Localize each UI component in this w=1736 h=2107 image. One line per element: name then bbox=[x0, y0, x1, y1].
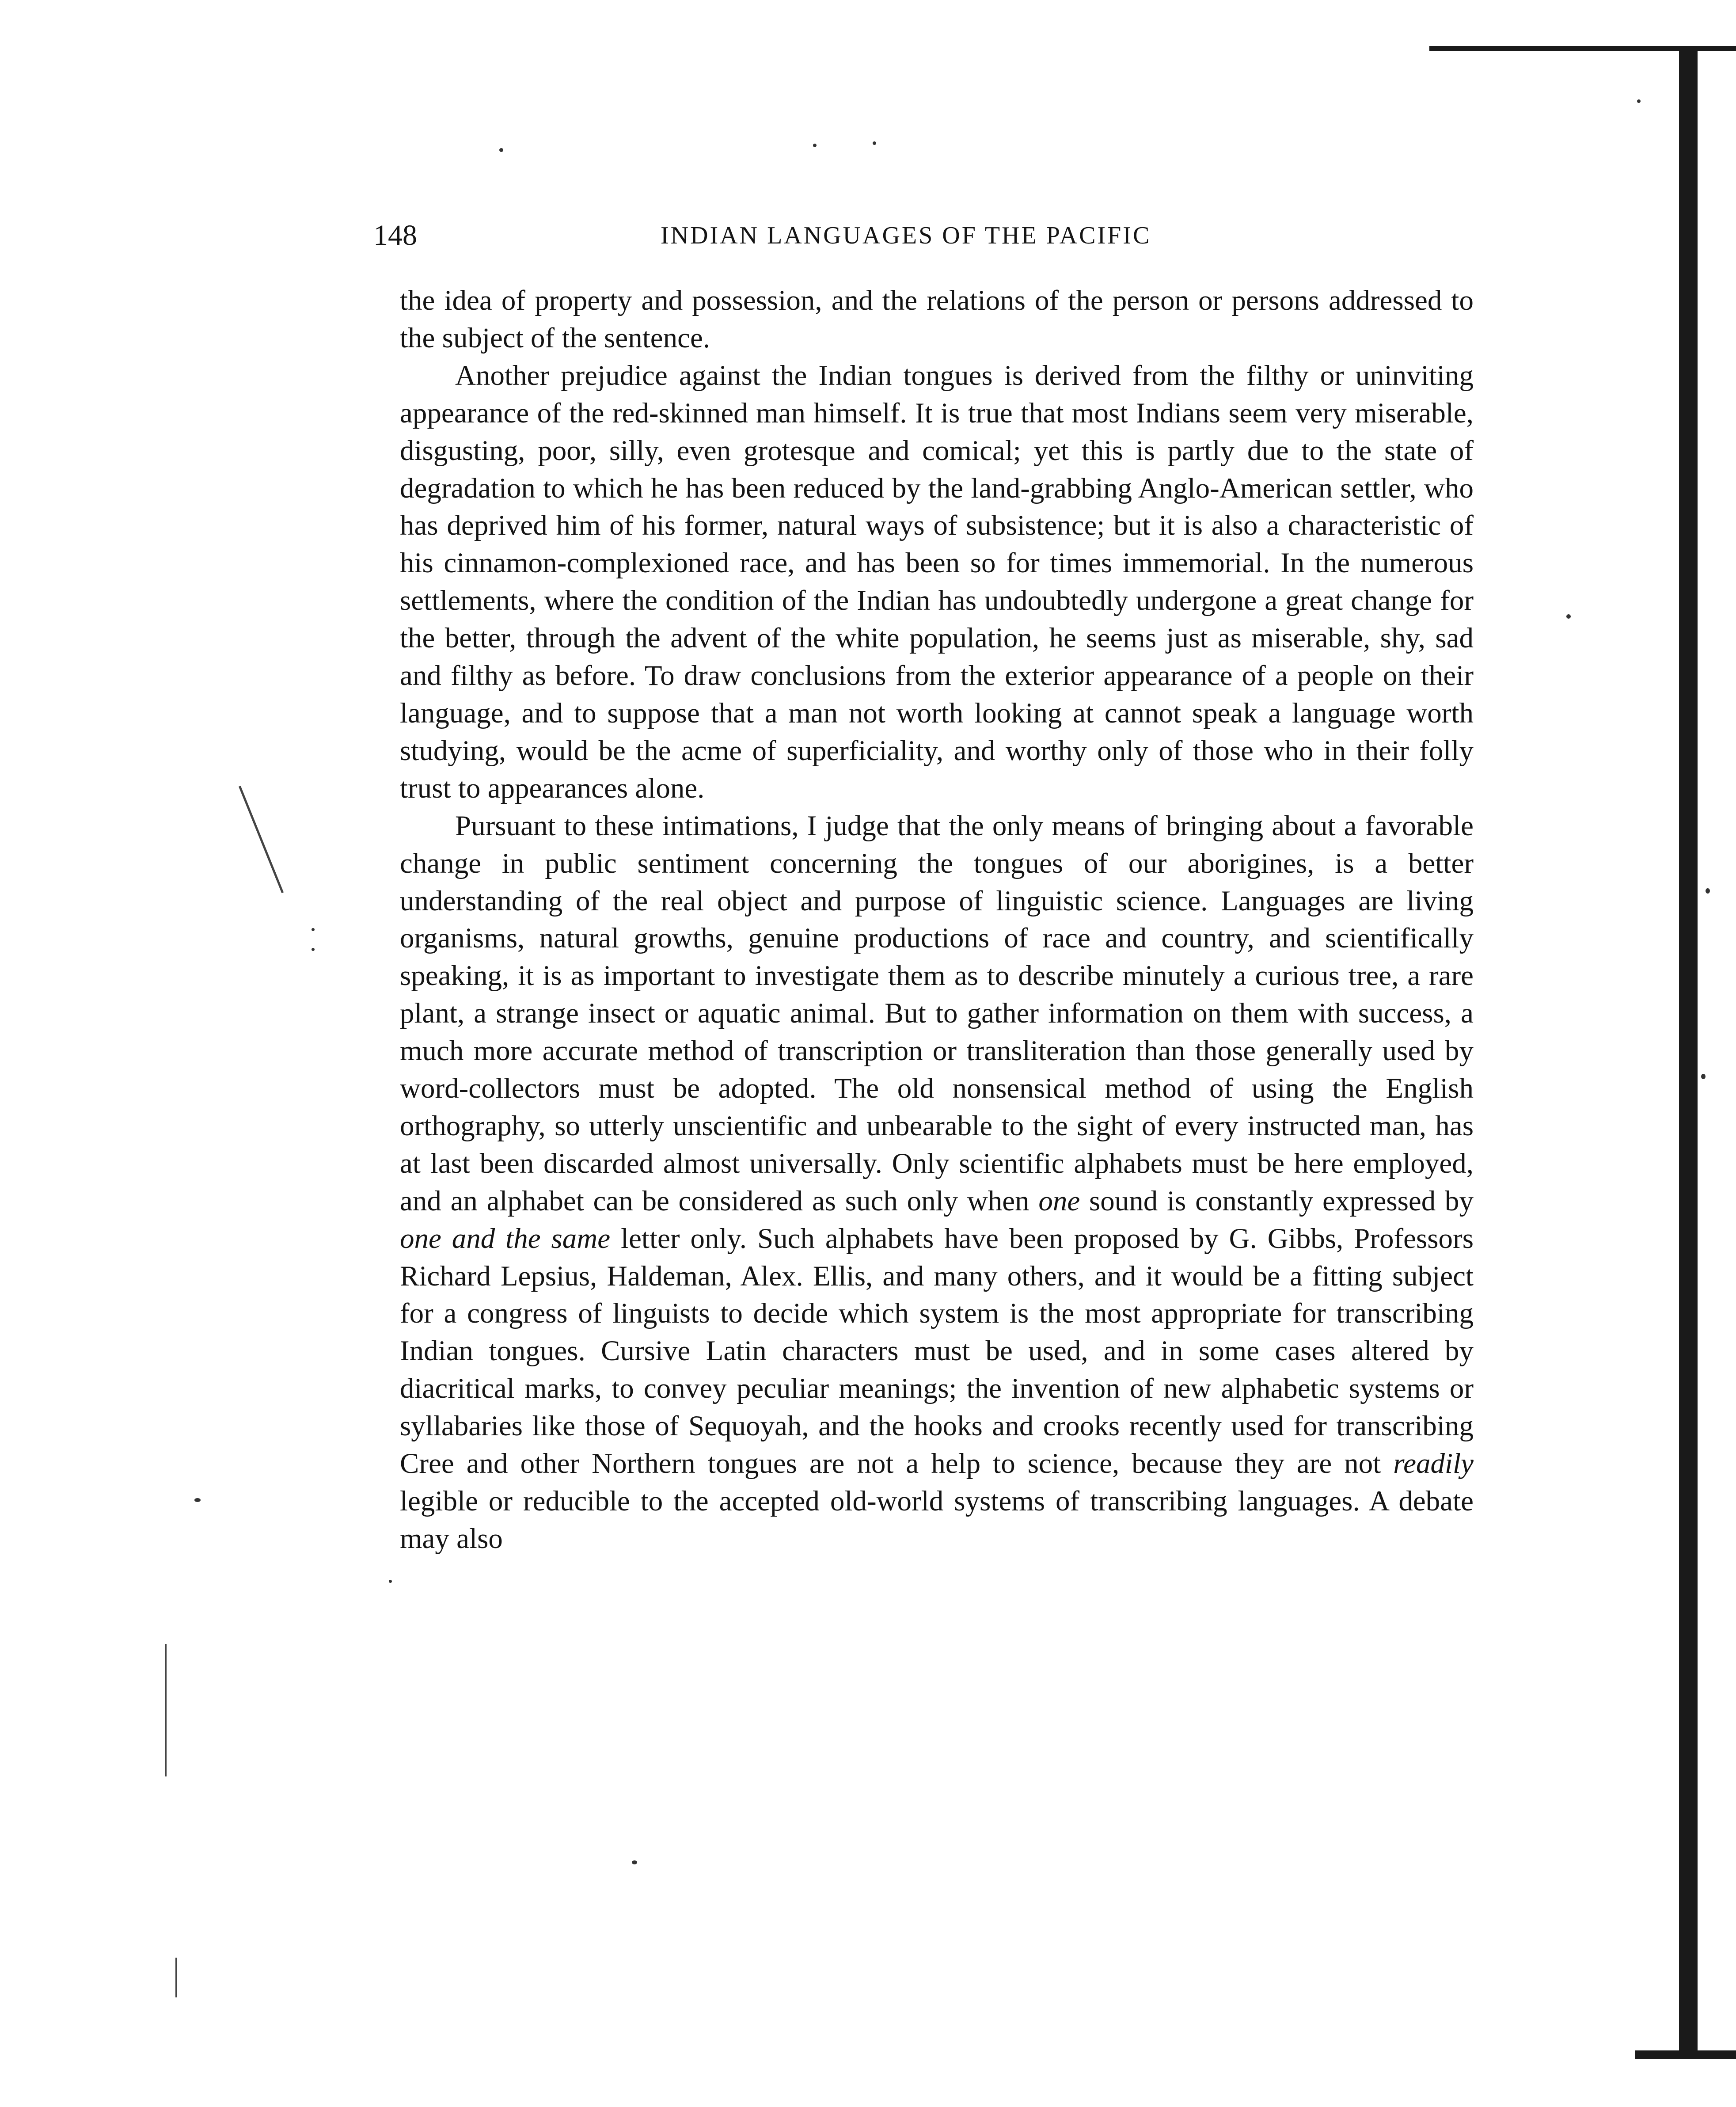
body-paragraph bbox=[400, 282, 1474, 357]
italic-text-run: one and the same bbox=[400, 1222, 611, 1255]
text-run: legible or reducible to the accepted old-world systems of transcribing languages. A debate may also bbox=[400, 1485, 1474, 1555]
text-run: Pursuant to these intimations, I judge that the only means of bringing about a favorable change in public sentiment concerning the tongues of our aborigines, is a better understanding of the real object and purpose of linguistic science. Languages are living organisms, natural growths, genuine productions of race and country, and scientifically speaking, it is as important to investigate them as to describe minutely a curious tree, a rare plant, a strange insect or aquatic animal. But to gather information on them with success, a much more accurate method of transcription or transliteration than those generally used by word-collectors must be adopted. The old nonsensical method of using the English orthography, so utterly unscientific and unbearable to the sight of every instructed man, has at last been discarded almost universally. Only scientific alphabets must be here employed, and an alphabet can be considered as such only when bbox=[400, 810, 1474, 1217]
body-paragraph bbox=[400, 357, 1474, 807]
scan-speck bbox=[1701, 1074, 1706, 1079]
scan-speck bbox=[311, 928, 315, 931]
scan-scratch bbox=[165, 1644, 167, 1776]
scan-scratch bbox=[239, 786, 284, 893]
scan-speck bbox=[1637, 99, 1641, 103]
italic-text-run: one bbox=[1038, 1185, 1080, 1217]
body-text bbox=[400, 282, 1474, 1558]
text-run: the idea of property and possession, and the relations of the person or persons addressed to the subject of the sentence. bbox=[400, 285, 1474, 354]
scan-scratch bbox=[175, 1958, 177, 1997]
scan-speck bbox=[813, 144, 817, 147]
scan-speck bbox=[311, 948, 315, 951]
scan-speck bbox=[389, 1580, 392, 1583]
text-run: Another prejudice against the Indian tongues is derived from the filthy or uninviting appearance of the red-skinned man himself. It is true that most Indians seem very miserable, disgusting, poor, silly, even grotesque and comical; yet this is partly due to the state of degradation to which he has been reduced by the land-grabbing Anglo-American settler, who has deprived him of his former, natural ways of subsistence; but it is also a characteristic of his cinnamon-complexioned race, and has been so for times immemorial. In the numerous settlements, where the condition of the Indian has undoubtedly undergone a great change for the better, through the advent of the white population, he seems just as miserable, shy, sad and filthy as before. To draw conclusions from the exterior appearance of a people on their language, and to suppose that a man not worth looking at cannot speak a language worth studying, would be the acme of superficiality, and worthy only of those who in their folly trust to appearances alone. bbox=[400, 359, 1474, 804]
text-run: sound is constantly expressed by bbox=[1080, 1185, 1474, 1217]
page-number: 148 bbox=[373, 219, 417, 251]
italic-text-run: readily bbox=[1393, 1448, 1474, 1480]
page-edge-bottom-rule bbox=[1635, 2050, 1736, 2059]
scan-speck bbox=[1706, 888, 1710, 894]
running-head bbox=[373, 216, 1270, 255]
scan-speck bbox=[499, 148, 503, 152]
text-run: letter only. Such alphabets have been proposed by G. Gibbs, Professors Richard Lepsius, Haldeman, Alex. Ellis, and many others, and it would be a fitting subject for a congress of linguists to decide which system is the most appropriate for transcribing Indian tongues. Cursive Latin characters must be used, and in some cases altered by diacritical marks, to convey peculiar meanings; the invention of new alphabetic systems or syllabaries like those of Sequoyah, and the hooks and crooks recently used for transcribing Cree and other Northern tongues are not a help to science, because they are not bbox=[400, 1222, 1474, 1480]
page-binding-edge bbox=[1679, 49, 1698, 2055]
scan-speck bbox=[873, 141, 876, 145]
body-paragraph bbox=[400, 807, 1474, 1558]
scan-speck bbox=[632, 1860, 637, 1864]
scan-speck bbox=[194, 1498, 201, 1502]
running-title: INDIAN LANGUAGES OF THE PACIFIC bbox=[661, 222, 1151, 249]
scan-speck bbox=[1566, 614, 1571, 619]
